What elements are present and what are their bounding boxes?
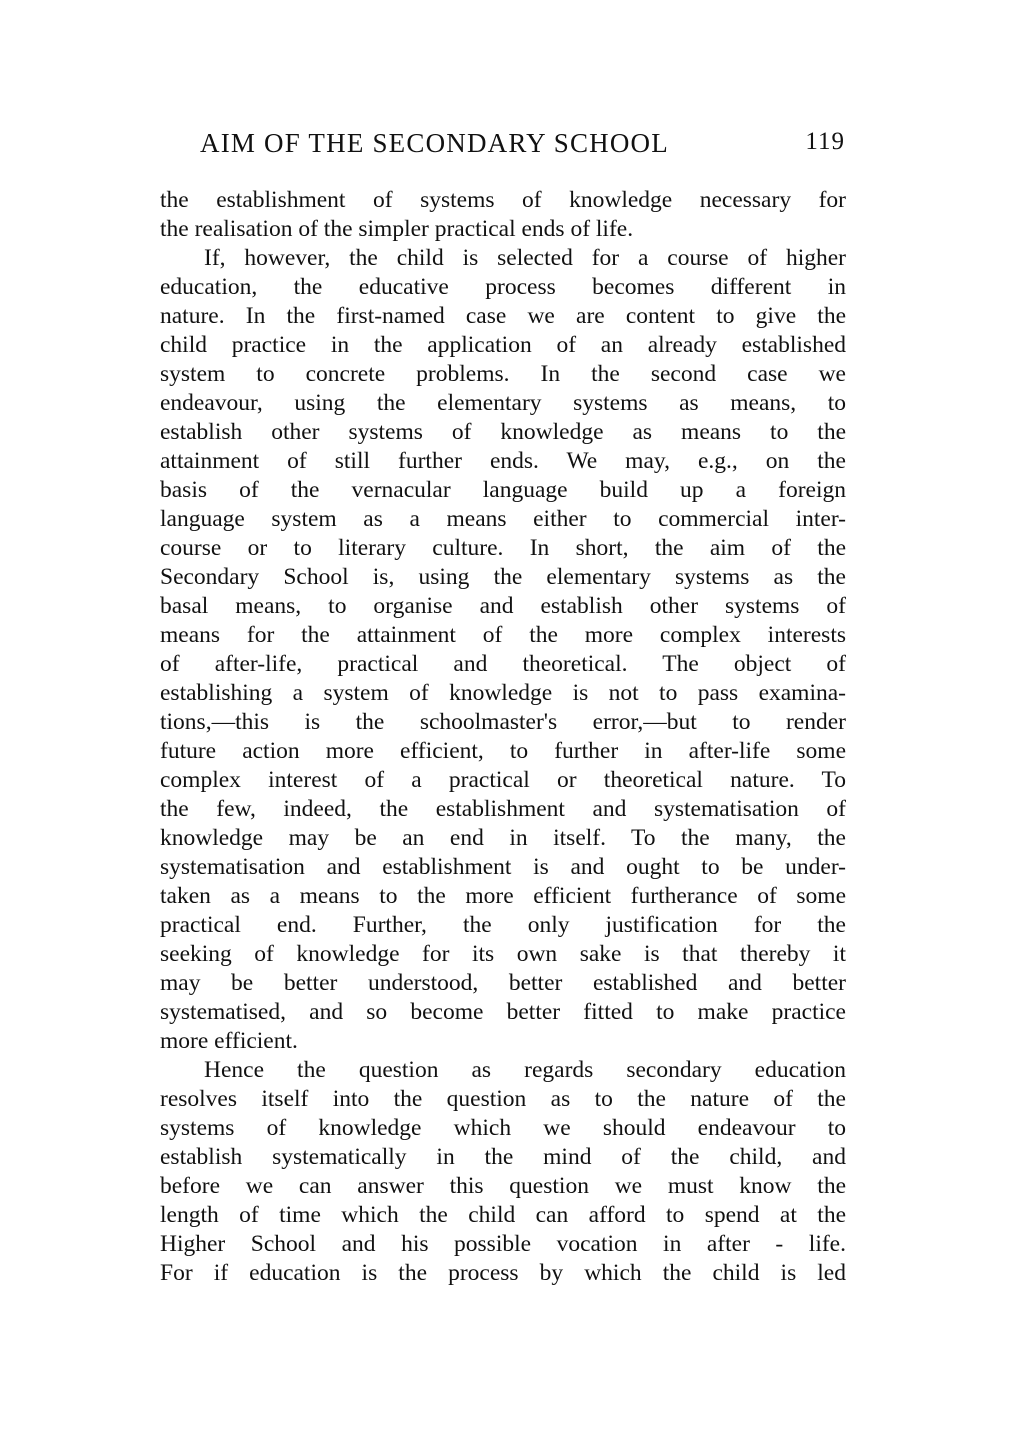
text-line: basis of the vernacular language build up a foreign <box>160 477 846 503</box>
text-line: establish systematically in the mind of the child, and <box>160 1144 846 1170</box>
text-line: before we can answer this question we must know the <box>160 1173 846 1199</box>
text-line: child practice in the application of an already established <box>160 332 846 358</box>
text-line: Hence the question as regards secondary education <box>204 1057 846 1083</box>
text-line: systematised, and so become better fitted to make practice <box>160 999 846 1025</box>
text-line: practical end. Further, the only justification for the <box>160 912 846 938</box>
text-line: attainment of still further ends. We may, e.g., on the <box>160 448 846 474</box>
text-line: Higher School and his possible vocation in after - life. <box>160 1231 846 1257</box>
text-line: the realisation of the simpler practical ends of life. <box>160 216 634 242</box>
text-line: tions,—this is the schoolmaster's error,—but to render <box>160 709 846 735</box>
text-line: system to concrete problems. In the second case we <box>160 361 846 387</box>
text-line: systems of knowledge which we should endeavour to <box>160 1115 846 1141</box>
text-line: means for the attainment of the more complex interests <box>160 622 846 648</box>
text-line: length of time which the child can afford to spend at the <box>160 1202 846 1228</box>
text-line: establish other systems of knowledge as means to the <box>160 419 846 445</box>
text-line: more efficient. <box>160 1028 298 1054</box>
text-line: future action more efficient, to further in after-life some <box>160 738 846 764</box>
text-line: seeking of knowledge for its own sake is that thereby it <box>160 941 846 967</box>
text-line: education, the educative process becomes different in <box>160 274 846 300</box>
text-line: If, however, the child is selected for a course of higher <box>204 245 846 271</box>
text-line: taken as a means to the more efficient furtherance of some <box>160 883 846 909</box>
text-line: the few, indeed, the establishment and systematisation of <box>160 796 846 822</box>
page-number: 119 <box>805 128 845 155</box>
text-line: course or to literary culture. In short, the aim of the <box>160 535 846 561</box>
text-line: endeavour, using the elementary systems as means, to <box>160 390 846 416</box>
text-line: nature. In the first-named case we are content to give the <box>160 303 846 329</box>
text-line: the establishment of systems of knowledge necessary for <box>160 187 846 213</box>
text-line: systematisation and establishment is and ought to be under- <box>160 854 846 880</box>
running-head <box>200 128 845 164</box>
body-text <box>160 186 846 1288</box>
text-line: establishing a system of knowledge is not to pass examina- <box>160 680 846 706</box>
text-line: complex interest of a practical or theoretical nature. To <box>160 767 846 793</box>
text-line: resolves itself into the question as to the nature of the <box>160 1086 846 1112</box>
running-title: AIM OF THE SECONDARY SCHOOL <box>200 128 669 158</box>
text-line: of after-life, practical and theoretical. The object of <box>160 651 846 677</box>
text-line: Secondary School is, using the elementary systems as the <box>160 564 846 590</box>
text-line: For if education is the process by which the child is led <box>160 1260 846 1286</box>
text-line: basal means, to organise and establish other systems of <box>160 593 846 619</box>
text-line: knowledge may be an end in itself. To the many, the <box>160 825 846 851</box>
text-line: language system as a means either to commercial inter- <box>160 506 846 532</box>
text-line: may be better understood, better established and better <box>160 970 846 996</box>
